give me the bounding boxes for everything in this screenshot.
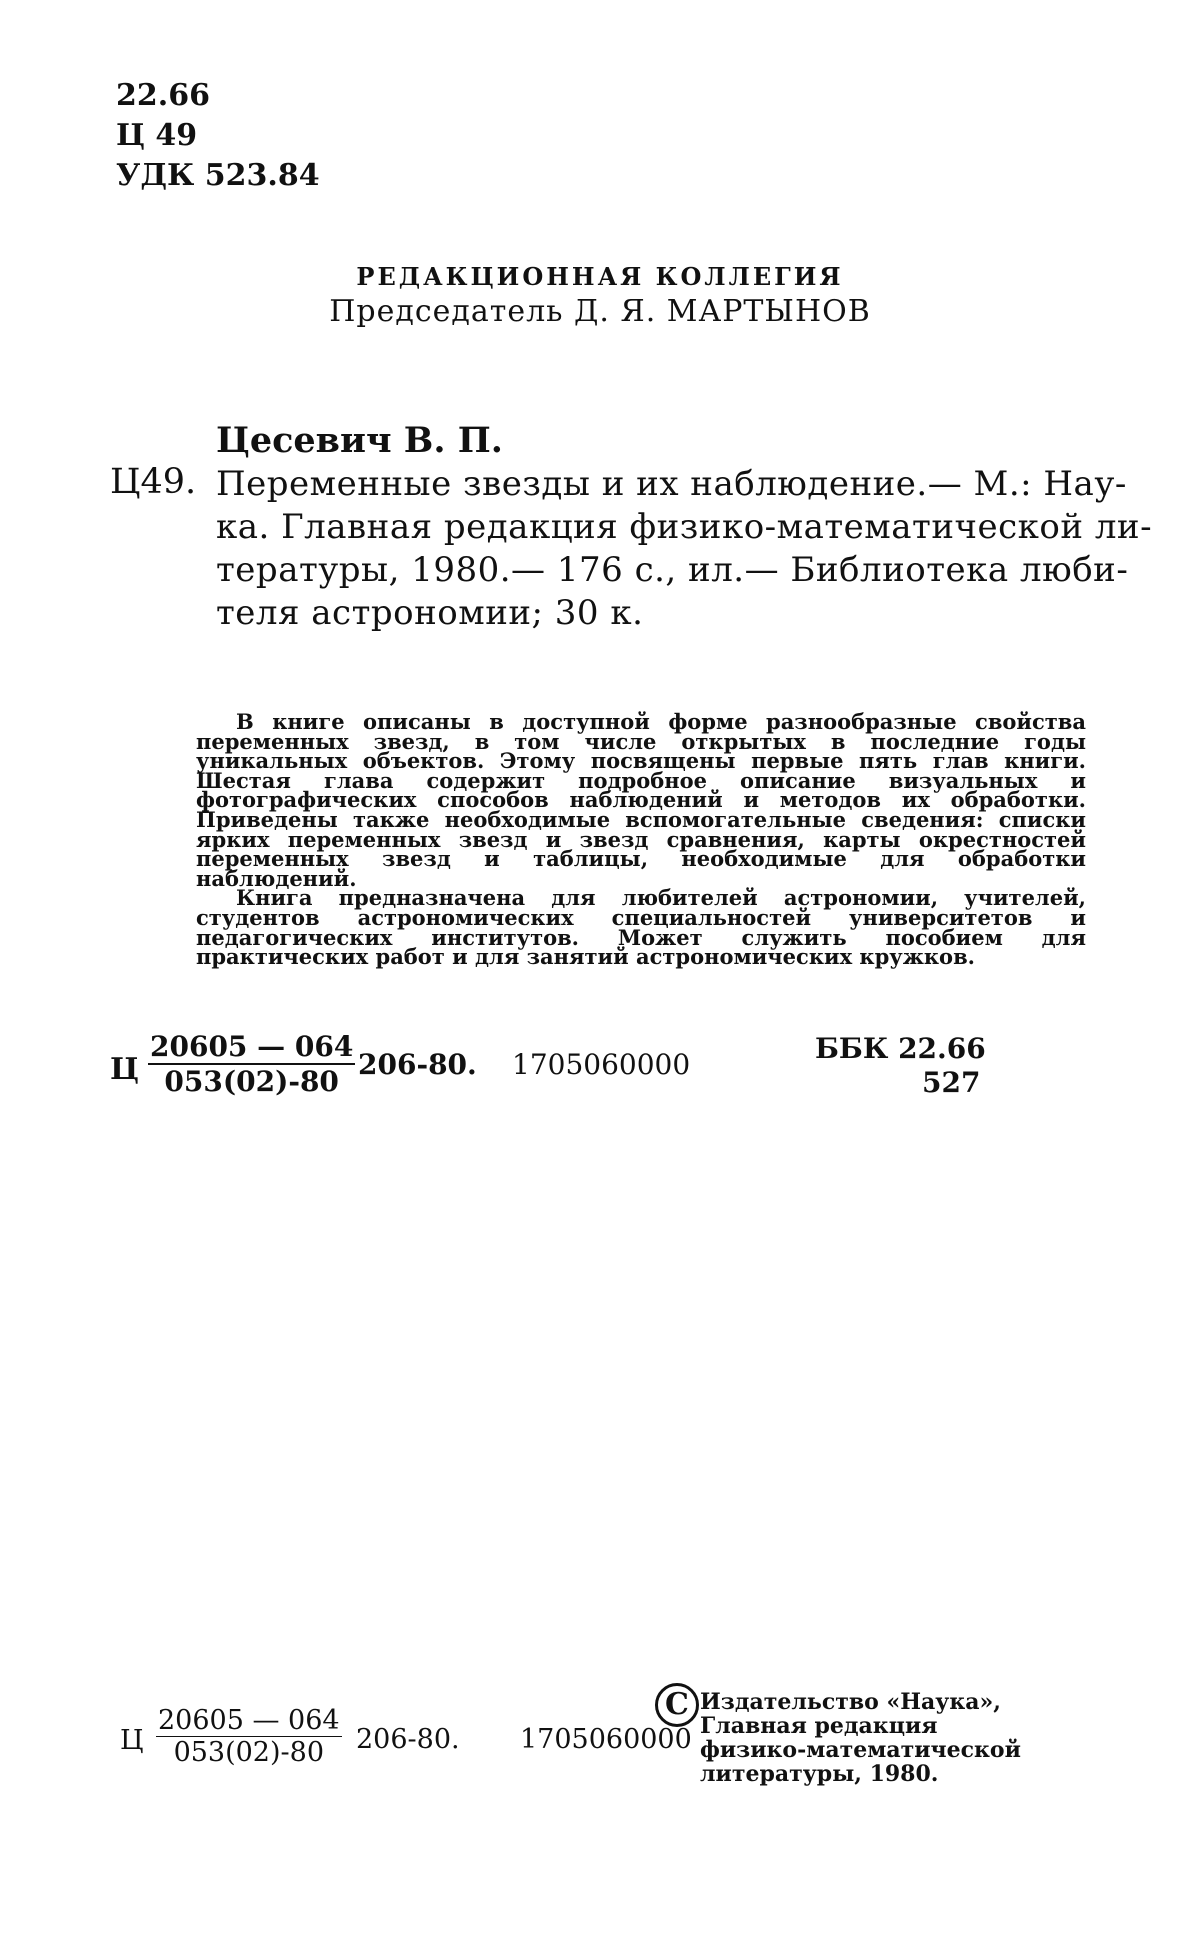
pub-code-numerator: 20605 — 064 [150, 1030, 354, 1063]
pub-code-numerator: 20605 — 064 [158, 1705, 340, 1736]
bibliography-line: теля астрономии; 30 к. [216, 593, 644, 633]
copyright-icon: C [655, 1683, 699, 1727]
editorial-board-title: РЕДАКЦИОННАЯ КОЛЛЕГИЯ [356, 262, 844, 291]
pub-code-fraction [156, 1705, 342, 1768]
pub-code-serial: 1705060000 [512, 1048, 691, 1081]
copyright-line: Главная редакция [700, 1713, 938, 1739]
udc-code: УДК 523.84 [116, 158, 320, 193]
annotation-paragraph: В книге описаны в доступной форме разнообразные свойства переменных звезд, в том числе открытых в последние годы уникальных объектов. Этому посвящены первые пять глав книги. Шестая глава содержит подробное описание визуальных и фотографических способов наблюдений и методов их обработки. Приведены также необходимые вспомогательные сведения: списки ярких переменных звезд и звезд сравнения, карты окрестностей переменных звезд и таблицы, необходимые для обработки наблюдений. [196, 709, 1086, 891]
pub-code-denominator: 053(02)-80 [164, 1065, 339, 1098]
copyright-notice [700, 1690, 1021, 1786]
bbk-code: ББК 22.66 [815, 1032, 986, 1065]
copyright-line: Издательство «Наука», [700, 1689, 1001, 1715]
bibliography-line: тературы, 1980.— 176 с., ил.— Библиотека люби- [216, 550, 1129, 590]
editorial-board-chair: Председатель Д. Я. МАРТЫНОВ [329, 294, 871, 329]
pub-code-letter: Ц [110, 1052, 139, 1087]
pub-code-number: 206-80. [358, 1048, 477, 1081]
annotation-paragraph: Книга предназначена для любителей астрономии, учителей, студентов астрономических специальностей университетов и педагогических институтов. Может служить пособием для практических работ и для занятий астрономических кружков. [196, 885, 1086, 970]
bbk-subcode: 527 [922, 1066, 981, 1099]
bibliography-line: ка. Главная редакция физико-математической ли- [216, 507, 1153, 547]
pub-code-denominator: 053(02)-80 [173, 1737, 325, 1768]
pub-code-serial: 1705060000 [520, 1724, 692, 1755]
bibliography-line: Переменные звезды и их наблюдение.— М.: Нау- [216, 464, 1127, 504]
copyright-line: литературы, 1980. [700, 1761, 939, 1787]
book-annotation [196, 709, 1086, 970]
classification-cipher: Ц 49 [116, 118, 198, 153]
book-cipher: Ц49. [110, 462, 197, 502]
author-name: Цесевич В. П. [216, 420, 503, 461]
pub-code-letter: Ц [120, 1725, 144, 1756]
pub-code-fraction [148, 1030, 355, 1098]
classification-index: 22.66 [116, 78, 210, 113]
copyright-line: физико-математической [700, 1737, 1021, 1763]
pub-code-number: 206-80. [356, 1724, 460, 1755]
